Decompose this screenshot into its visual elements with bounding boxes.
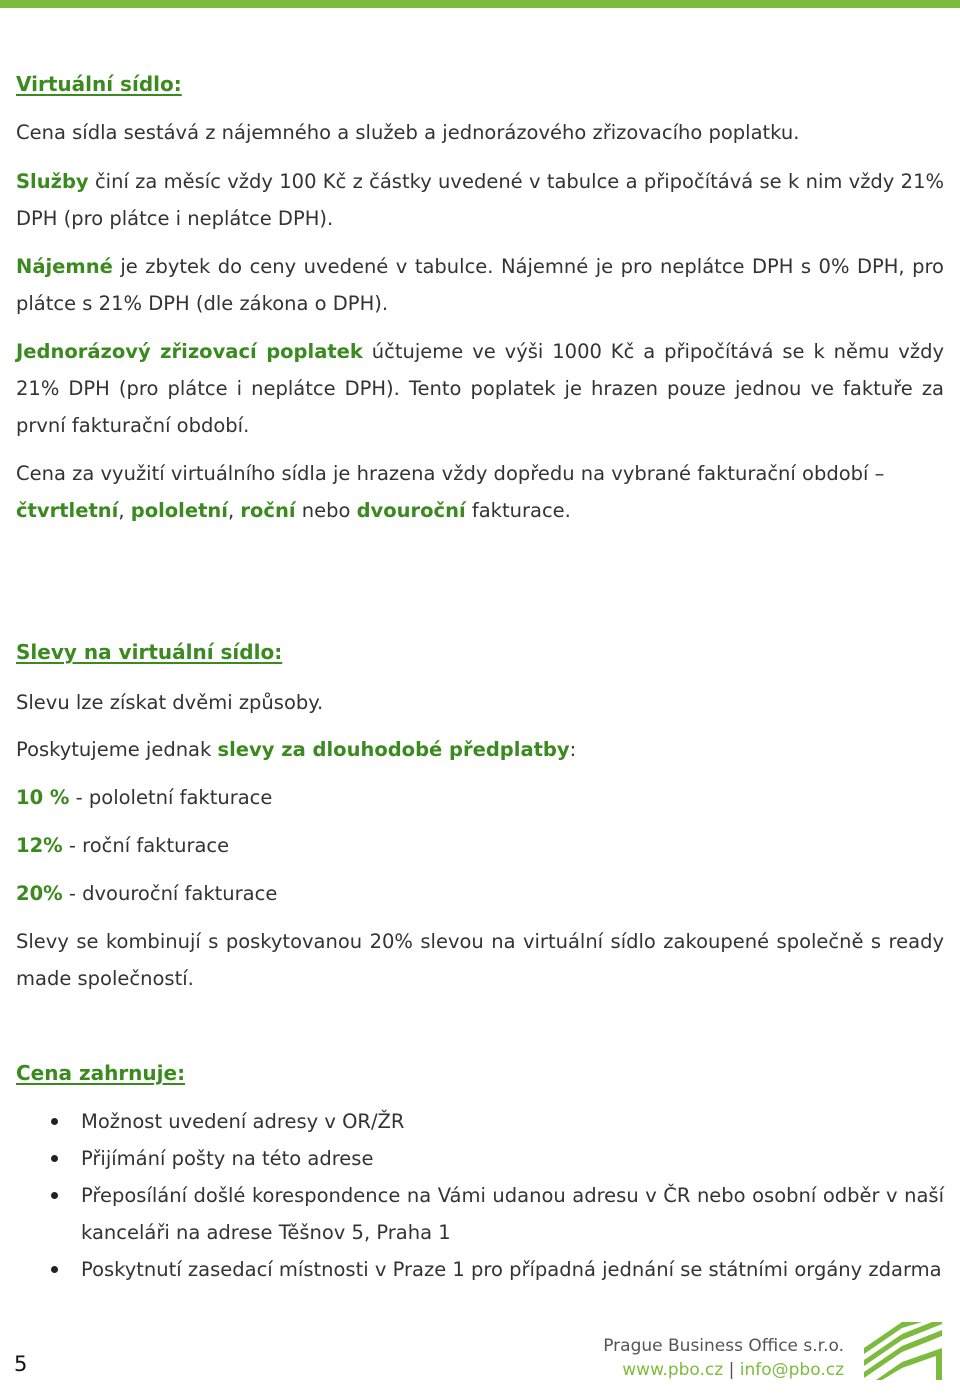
list-item xyxy=(16,1251,944,1288)
term-setup-fee: Jednorázový zřizovací poplatek xyxy=(16,340,363,363)
list-item-text: Možnost uvedení adresy v OR/ŽR xyxy=(81,1110,405,1133)
bullet-icon xyxy=(51,1266,58,1273)
footer-company-name: Prague Business Office s.r.o. xyxy=(603,1336,844,1356)
paragraph-rent xyxy=(16,248,944,322)
list-item-text: Poskytnutí zasedací místnosti v Praze 1 pro případná jednání se státními orgány zdarma xyxy=(81,1258,942,1281)
paragraph-price-composition: Cena sídla sestává z nájemného a služeb a jednorázového zřizovacího poplatku. xyxy=(16,121,800,144)
period-half-year: pololetní xyxy=(130,499,228,522)
list-item-text: Přeposílání došlé korespondence na Vámi udanou adresu v ČR nebo osobní odběr v naší kanceláři na adrese Těšnov 5, Praha 1 xyxy=(81,1184,944,1244)
paragraph-services xyxy=(16,163,944,237)
page-number: 5 xyxy=(14,1352,28,1376)
price-includes-list xyxy=(16,1103,944,1288)
list-item xyxy=(16,1103,944,1140)
discount-tier-yearly xyxy=(16,827,944,864)
separator: , xyxy=(227,499,241,522)
lead-text: Poskytujeme jednak xyxy=(16,738,218,761)
period-yearly: roční xyxy=(240,499,296,522)
paragraph-discount-combination: Slevy se kombinují s poskytovanou 20% slevou na virtuální sídlo zakoupené společně s ready made společností. xyxy=(16,930,944,990)
section-heading-virtual-seat: Virtuální sídlo: xyxy=(16,72,182,96)
pbo-logo-icon xyxy=(862,1322,944,1380)
rent-text: je zbytek do ceny uvedené v tabulce. Nájemné je pro neplátce DPH s 0% DPH, pro plátce s 21% DPH (dle zákona o DPH). xyxy=(16,255,944,315)
list-item xyxy=(16,1140,944,1177)
top-accent-bar xyxy=(0,0,960,8)
services-text: činí za měsíc vždy 100 Kč z částky uvedené v tabulce a připočítává se k nim vždy 21% DPH (pro plátce i neplátce DPH). xyxy=(16,170,944,230)
lead-colon: : xyxy=(569,738,577,761)
list-item xyxy=(16,1177,944,1251)
billing-lead: Cena za využití virtuálního sídla je hrazena vždy dopředu na vybrané fakturační období – xyxy=(16,462,885,485)
setup-fee-text: účtujeme ve výši 1000 Kč a připočítává se k němu vždy 21% DPH (pro plátce i neplátce DPH). Tento poplatek je hrazen pouze jednou ve faktuře za první fakturační období. xyxy=(16,340,944,437)
period-two-year: dvouroční xyxy=(356,499,466,522)
contact-separator: | xyxy=(728,1360,735,1380)
term-services: Služby xyxy=(16,170,89,193)
bullet-icon xyxy=(51,1155,58,1162)
section-heading-price-includes: Cena zahrnuje: xyxy=(16,1061,186,1085)
tier-label: - roční fakturace xyxy=(62,834,230,857)
bullet-icon xyxy=(51,1192,58,1199)
section-heading-discounts: Slevy na virtuální sídlo: xyxy=(16,640,283,664)
website-link[interactable]: www.pbo.cz xyxy=(622,1360,724,1380)
paragraph-discount-intro: Slevu lze získat dvěmi způsoby. xyxy=(16,691,324,714)
conjunction: nebo xyxy=(295,499,357,522)
bullet-icon xyxy=(51,1118,58,1125)
tier-percent: 20% xyxy=(16,882,63,905)
term-rent: Nájemné xyxy=(16,255,113,278)
footer-contact xyxy=(622,1360,844,1380)
email-link[interactable]: info@pbo.cz xyxy=(739,1360,844,1380)
paragraph-discount-lead xyxy=(16,731,944,768)
separator: , xyxy=(118,499,131,522)
billing-end: fakturace. xyxy=(465,499,571,522)
period-quarterly: čtvrtletní xyxy=(16,499,119,522)
paragraph-billing-period xyxy=(16,455,944,529)
tier-percent: 12% xyxy=(16,834,63,857)
term-long-term-discount: slevy za dlouhodobé předplatby xyxy=(217,738,570,761)
paragraph-setup-fee xyxy=(16,333,944,444)
discount-tier-two-year xyxy=(16,875,944,912)
discount-tier-half-year xyxy=(16,779,944,816)
list-item-text: Přijímání pošty na této adrese xyxy=(81,1147,374,1170)
tier-label: - pololetní fakturace xyxy=(69,786,273,809)
tier-percent: 10 % xyxy=(16,786,70,809)
tier-label: - dvouroční fakturace xyxy=(62,882,278,905)
